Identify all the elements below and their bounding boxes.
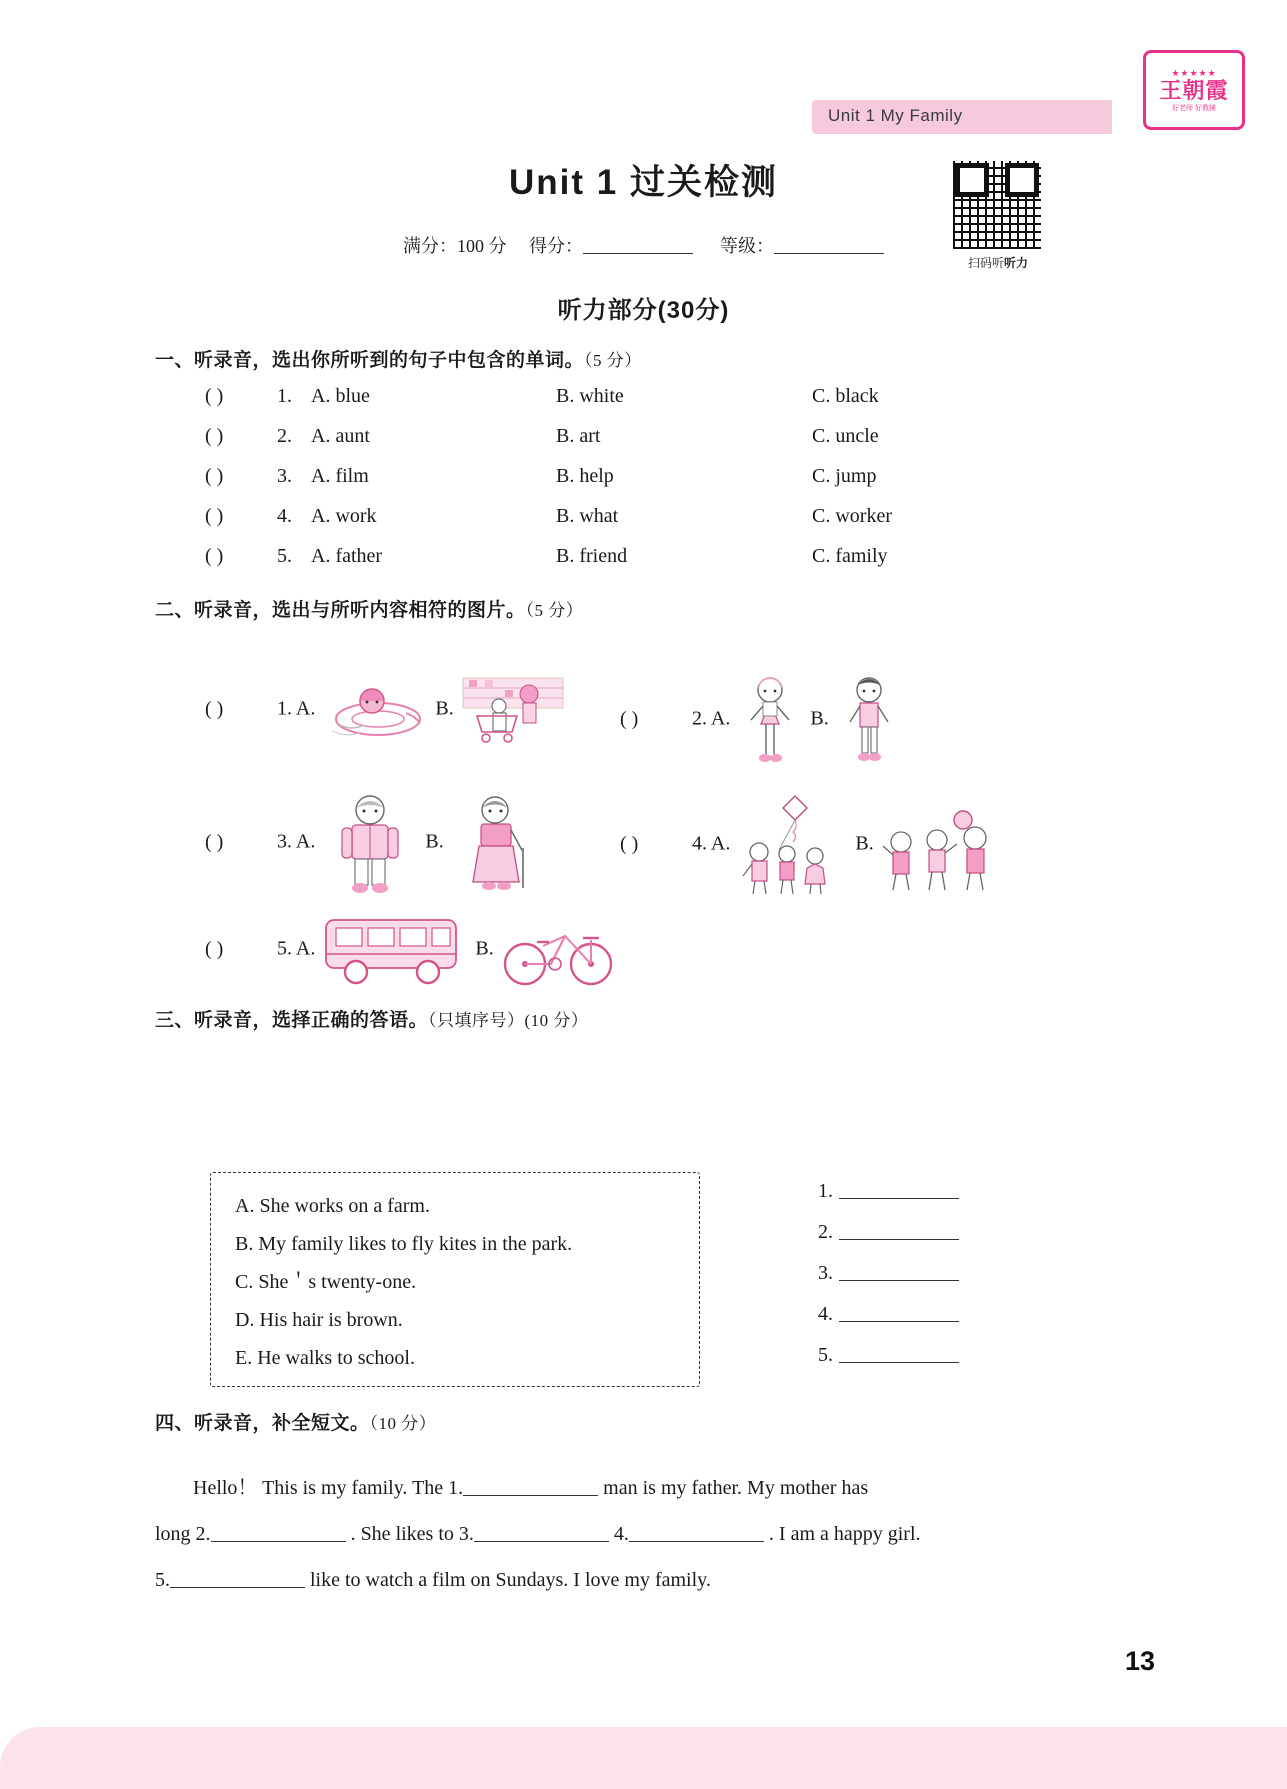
family-shopping-cart-icon[interactable] <box>459 672 569 748</box>
q2-row1-number: 1. <box>277 697 292 720</box>
cloze-text-2d: . I am a happy girl. <box>763 1523 921 1545</box>
q1-row3-answer-bracket[interactable]: ( ) <box>205 465 224 487</box>
answer-blank-5-line[interactable] <box>839 1346 959 1363</box>
q1-row1-option-b[interactable]: B. white <box>556 385 624 407</box>
question-4-text: 四、听录音，补全短文。 <box>155 1413 370 1434</box>
answer-blank-4: 4. <box>818 1303 959 1326</box>
bus-icon[interactable] <box>320 910 470 990</box>
q2-row5-answer-bracket[interactable]: ( ) <box>205 937 224 960</box>
answer-options-box <box>210 1172 700 1387</box>
answer-option-d[interactable]: D. His hair is brown. <box>235 1309 403 1331</box>
q2-row-3-left <box>205 790 549 896</box>
q2-row-4-right <box>620 790 994 900</box>
q1-row4-option-a[interactable]: A. work <box>311 505 377 527</box>
answer-blank-3: 3. <box>818 1262 959 1285</box>
q1-row1-option-c[interactable]: C. black <box>812 385 879 407</box>
child-swimming-ring-icon[interactable] <box>320 675 430 745</box>
question-3-heading <box>155 1005 588 1032</box>
q2-row4-number: 4. <box>692 832 707 855</box>
q2-row1-answer-bracket[interactable]: ( ) <box>205 697 224 720</box>
unit-header-label: Unit 1 My Family <box>828 106 963 125</box>
q1-row2-option-b[interactable]: B. art <box>556 425 601 447</box>
answer-blank-2-line[interactable] <box>839 1223 959 1240</box>
question-1-text: 一、听录音，选出你所听到的句子中包含的单词。 <box>155 350 585 371</box>
answer-blank-1: 1. <box>818 1180 959 1203</box>
q2-row-1-right <box>620 672 904 768</box>
q2-row5-number: 5. <box>277 937 292 960</box>
answer-option-c[interactable]: C. She＇s twenty-one. <box>235 1271 417 1293</box>
q1-row5-answer-bracket[interactable]: ( ) <box>205 545 224 567</box>
page-title: Unit 1 过关检测 <box>509 163 778 202</box>
q2-row5-label-b: B. <box>475 937 494 960</box>
q1-row-5 <box>205 545 888 568</box>
cloze-blank-3[interactable] <box>474 1525 609 1542</box>
answer-blank-4-line[interactable] <box>839 1305 959 1322</box>
grade-blank[interactable] <box>774 237 884 254</box>
answer-blanks-list <box>818 1180 959 1385</box>
question-4-points: （10 分） <box>369 1414 437 1433</box>
q2-row3-answer-bracket[interactable]: ( ) <box>205 830 224 853</box>
q2-row5-label-a: A. <box>295 937 316 960</box>
q2-row2-label-a: A. <box>710 707 731 730</box>
q1-row3-option-a[interactable]: A. film <box>311 465 369 487</box>
q1-row5-option-c[interactable]: C. family <box>812 545 888 567</box>
q1-row-3 <box>205 465 876 488</box>
cloze-text-3a: 5. <box>155 1569 170 1591</box>
q2-row1-label-b: B. <box>435 697 454 720</box>
question-4-heading <box>155 1408 436 1435</box>
cloze-blank-4[interactable] <box>629 1525 764 1542</box>
q2-row3-label-a: A. <box>295 830 316 853</box>
q2-row2-answer-bracket[interactable]: ( ) <box>620 707 639 730</box>
q1-row4-answer-bracket[interactable]: ( ) <box>205 505 224 527</box>
cloze-passage <box>155 1465 1135 1603</box>
q1-row3-option-c[interactable]: C. jump <box>812 465 877 487</box>
answer-blank-5: 5. <box>818 1344 959 1367</box>
q1-row4-option-c[interactable]: C. worker <box>812 505 892 527</box>
logo-brand-sub: 好老师 好教辅 <box>1172 104 1216 112</box>
logo-brand-name: 王朝霞 <box>1159 77 1229 103</box>
girl-standing-icon[interactable] <box>735 672 805 768</box>
grandfather-icon[interactable] <box>320 790 420 896</box>
cloze-text-2b: . She likes to 3. <box>345 1523 474 1545</box>
answer-blank-2: 2. <box>818 1221 959 1244</box>
question-3-text: 三、听录音，选择正确的答语。 <box>155 1010 429 1031</box>
answer-option-a[interactable]: A. She works on a farm. <box>235 1195 430 1217</box>
cloze-text-3b: like to watch a film on Sundays. I love my family. <box>305 1569 711 1591</box>
question-1-heading <box>155 345 642 372</box>
logo-stars: ★★★★★ <box>1171 67 1217 78</box>
cloze-text-1a: Hello！ This is my family. The 1. <box>193 1477 464 1499</box>
q1-row3-option-b[interactable]: B. help <box>556 465 614 487</box>
grandmother-with-cane-icon[interactable] <box>449 790 549 896</box>
q1-row1-answer-bracket[interactable]: ( ) <box>205 385 224 407</box>
question-2-heading <box>155 595 583 622</box>
q1-row1-number: 1. <box>277 385 292 407</box>
q2-row4-answer-bracket[interactable]: ( ) <box>620 832 639 855</box>
score-blank[interactable] <box>583 237 693 254</box>
answer-blank-1-line[interactable] <box>839 1182 959 1199</box>
page-number: 13 <box>1124 1646 1155 1676</box>
question-3-points: （只填序号）(10 分） <box>428 1011 589 1030</box>
question-2-text: 二、听录音，选出与所听内容相符的图片。 <box>155 600 526 621</box>
footer-band <box>0 1727 1287 1789</box>
cloze-line-1 <box>155 1465 1135 1511</box>
cloze-line-2 <box>155 1511 1135 1557</box>
bicycle-icon[interactable] <box>499 910 619 990</box>
publisher-logo <box>1143 50 1245 130</box>
q1-row2-option-a[interactable]: A. aunt <box>311 425 370 447</box>
q1-row5-option-b[interactable]: B. friend <box>556 545 628 567</box>
cloze-blank-5[interactable] <box>170 1571 305 1588</box>
cloze-line-3 <box>155 1557 1135 1603</box>
q2-row-1-left <box>205 672 569 748</box>
q1-row2-number: 2. <box>277 425 292 447</box>
q2-row3-number: 3. <box>277 830 292 853</box>
q2-row2-label-b: B. <box>810 707 829 730</box>
children-playing-ball-icon[interactable] <box>879 790 994 900</box>
listening-section-title: 听力部分(30分) <box>557 297 730 324</box>
qr-block[interactable] <box>952 160 1044 271</box>
q1-row-4 <box>205 505 892 528</box>
answer-option-b[interactable]: B. My family likes to fly kites in the park. <box>235 1233 573 1255</box>
q1-row4-number: 4. <box>277 505 292 527</box>
question-1-points: （5 分） <box>584 351 642 370</box>
grade-label: 等级： <box>720 236 774 256</box>
answer-option-e[interactable]: E. He walks to school. <box>235 1347 415 1369</box>
cloze-blank-2[interactable] <box>211 1525 346 1542</box>
boy-standing-icon[interactable] <box>834 672 904 768</box>
family-flying-kite-icon[interactable] <box>735 790 850 900</box>
q1-row4-option-b[interactable]: B. what <box>556 505 619 527</box>
answer-blank-3-line[interactable] <box>839 1264 959 1281</box>
q1-row5-number: 5. <box>277 545 292 567</box>
cloze-text-1b: man is my father. My mother has <box>598 1477 869 1499</box>
q1-row3-number: 3. <box>277 465 292 487</box>
qr-code-icon[interactable] <box>952 160 1042 250</box>
score-label: 得分： <box>529 236 583 256</box>
q1-row5-option-a[interactable]: A. father <box>311 545 383 567</box>
q1-row2-answer-bracket[interactable]: ( ) <box>205 425 224 447</box>
question-2-points: （5 分） <box>525 601 584 620</box>
score-line <box>0 232 1287 258</box>
q2-row3-label-b: B. <box>425 830 444 853</box>
cloze-text-2a: long 2. <box>155 1523 211 1545</box>
qr-caption: 扫码听听力 <box>967 256 1029 270</box>
q1-row-1 <box>205 385 879 408</box>
q1-row2-option-c[interactable]: C. uncle <box>812 425 879 447</box>
cloze-blank-1[interactable] <box>463 1479 598 1496</box>
q1-row-2 <box>205 425 879 448</box>
q2-row2-number: 2. <box>692 707 707 730</box>
cloze-text-2c: 4. <box>608 1523 629 1545</box>
q2-row1-label-a: A. <box>295 697 316 720</box>
full-marks-label: 满分：100 分 <box>403 236 507 256</box>
q2-row4-label-a: A. <box>710 832 731 855</box>
q2-row-5 <box>205 910 619 990</box>
q1-row1-option-a[interactable]: A. blue <box>311 385 370 407</box>
q2-row4-label-b: B. <box>855 832 874 855</box>
